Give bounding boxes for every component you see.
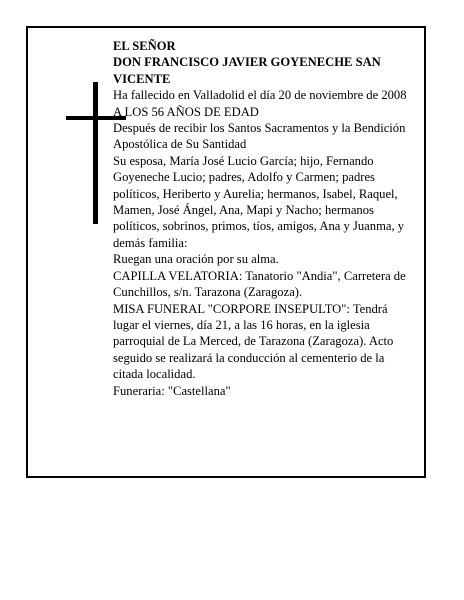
prayer-request: Ruegan una oración por su alma.	[113, 252, 279, 267]
death-statement: Ha fallecido en Valladolid el día 20 de noviembre de 2008	[113, 88, 407, 103]
funeral-home: Funeraria: "Castellana"	[113, 383, 231, 398]
notice-title: EL SEÑOR	[113, 39, 176, 53]
family-list: Su esposa, María José Lucio García; hijo, Fernando Goyeneche Lucio; padres, Adolfo y Carmen; padres políticos, Heriberto y Aurelia; hermanos, Isabel, Raquel, Mamen, José Ángel, Ana, Mapi y Nacho; hermanos políticos, sobrinos, primos, tíos, amigos, Ana y Juanma, y demás familia:	[113, 153, 405, 250]
sacraments-statement: Después de recibir los Santos Sacramentos y la Bendición Apostólica de Su Santidad	[113, 121, 406, 152]
age-statement: A LOS 56 AÑOS DE EDAD	[113, 104, 259, 119]
cross-vertical-bar	[93, 82, 98, 224]
deceased-name: DON FRANCISCO JAVIER GOYENECHE SAN VICENTE	[113, 55, 381, 86]
mass-details: MISA FUNERAL "CORPORE INSEPULTO": Tendrá lugar el viernes, día 21, a las 16 horas, en la iglesia parroquial de La Merced, de Tarazona (Zaragoza). Acto seguido se realizará la conducción al cementerio de la citada localidad.	[113, 301, 394, 382]
chapel-details: CAPILLA VELATORIA: Tanatorio "Andia", Carretera de Cunchillos, s/n. Tarazona (Zaragoza).	[113, 268, 406, 300]
notice-content	[113, 38, 409, 399]
